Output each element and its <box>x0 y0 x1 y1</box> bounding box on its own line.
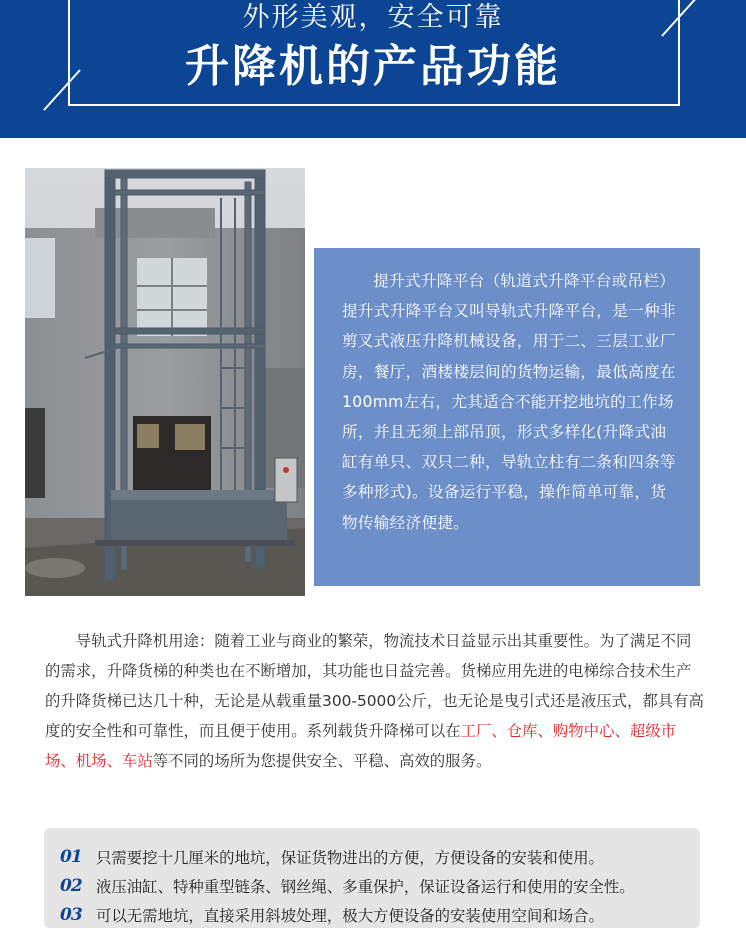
feature-text: 只需要挖十几厘米的地坑，保证货物进出的方便，方便设备的安装和使用。 <box>96 849 604 867</box>
usage-highlight: 工厂、仓库、购物中心、超级市场、机场、车站 <box>45 722 677 770</box>
banner-title: 升降机的产品功能 <box>185 41 561 92</box>
info-box <box>314 248 700 586</box>
header-banner <box>0 0 746 138</box>
usage-paragraph <box>45 626 705 776</box>
feature-number: 02 <box>60 876 82 896</box>
feature-number: 01 <box>60 847 82 867</box>
lift-photo <box>25 168 305 596</box>
feature-text: 液压油缸、特种重型链条、钢丝绳、多重保护，保证设备运行和使用的安全性。 <box>96 878 635 896</box>
feature-text: 可以无需地坑，直接采用斜坡处理，极大方便设备的安装使用空间和场合。 <box>96 907 604 925</box>
feature-item <box>60 872 700 900</box>
feature-list <box>44 828 700 928</box>
feature-item <box>60 901 700 929</box>
info-text: 提升式升降平台（轨道式升降平台或吊栏）提升式升降平台又叫导轨式升降平台，是一种非剪叉式液压升降机械设备，用于二、三层工业厂房，餐厅，酒楼楼层间的货物运输，最低高度在100mm左右，尤其适合不能开挖地坑的工作场所，并且无须上部吊顶，形式多样化(升降式油缸有单只、双只二种，导轨立柱有二条和四条等多种形式)。设备运行平稳，操作简单可靠，货物传输经济便捷。 <box>342 272 676 532</box>
banner-subtitle: 外形美观，安全可靠 <box>242 2 504 33</box>
feature-number: 03 <box>60 905 82 925</box>
usage-outro: 等不同的场所为您提供安全、平稳、高效的服务。 <box>152 752 492 770</box>
feature-item <box>60 843 700 871</box>
usage-intro: 导轨式升降机用途：随着工业与商业的繁荣，物流技术日益显示出其重要性。为了满足不同的需求，升降货梯的种类也在不断增加，其功能也日益完善。货梯应用先进的电梯综合技术生产的升降货梯已达几十种，无论是从载重量300-5000公斤，也无论是曳引式还是液压式，都具有高度的安全性和可靠性，而且便于使用。系列载货升降梯可以在 <box>45 632 704 740</box>
usage-section <box>45 626 705 776</box>
